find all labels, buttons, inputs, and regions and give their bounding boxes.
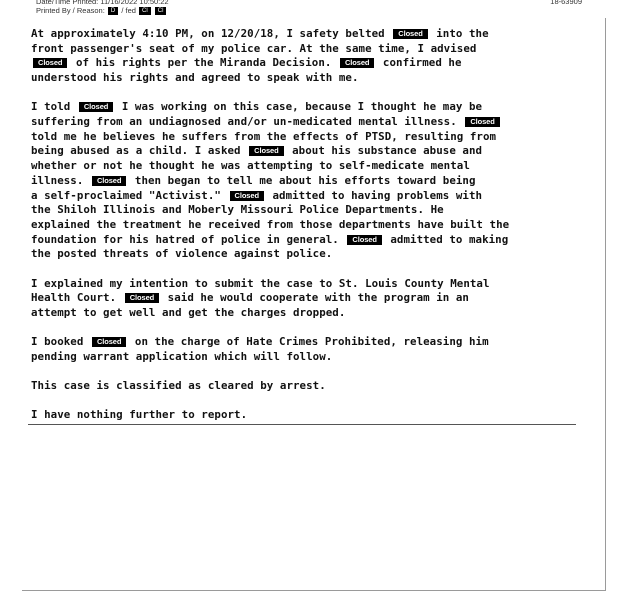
redaction-box: D — [108, 7, 118, 15]
narrative-line — [31, 100, 576, 115]
redaction-box: Closed — [249, 146, 283, 156]
narrative-line — [31, 203, 576, 218]
redaction-box: Closed — [465, 117, 499, 127]
narrative-text: of his rights per the Miranda Decision. — [69, 56, 338, 70]
narrative-line — [31, 56, 576, 71]
redaction-box: Closed — [79, 102, 113, 112]
end-rule — [28, 424, 576, 425]
narrative-line — [31, 159, 576, 174]
narrative-line — [31, 144, 576, 159]
narrative-text: Health Court. — [31, 291, 123, 305]
report-narrative — [31, 27, 576, 437]
narrative-line — [31, 379, 576, 394]
narrative-line — [31, 277, 576, 292]
redaction-box: Closed — [393, 29, 427, 39]
narrative-line — [31, 115, 576, 130]
narrative-text: I explained my intention to submit the case to St. Louis County Mental — [31, 276, 490, 290]
narrative-line — [31, 291, 576, 306]
case-number: 18-63909 — [550, 0, 582, 6]
narrative-text: into the — [429, 27, 489, 40]
narrative-line — [31, 42, 576, 57]
print-header — [36, 0, 169, 15]
narrative-text: the Shiloh Illinois and Moberly Missouri Police Departments. He — [31, 203, 444, 217]
narrative-line — [31, 335, 576, 350]
narrative-text: foundation for his hatred of police in general. — [31, 232, 346, 246]
redaction-box: Cl — [139, 7, 151, 15]
narrative-line — [31, 247, 576, 262]
narrative-paragraph — [31, 408, 576, 423]
narrative-text: admitted to making — [383, 232, 509, 246]
narrative-line — [31, 189, 576, 204]
fed-label: / fed — [121, 6, 136, 15]
narrative-text: I booked — [31, 335, 90, 349]
redaction-box: Closed — [92, 337, 126, 347]
narrative-text: I have nothing further to report. — [31, 408, 248, 422]
narrative-line — [31, 350, 576, 365]
redaction-box: Closed — [230, 191, 264, 201]
narrative-text: attempt to get well and get the charges dropped. — [31, 305, 346, 319]
narrative-line — [31, 408, 576, 423]
narrative-line — [31, 306, 576, 321]
narrative-line — [31, 27, 576, 42]
narrative-text: illness. — [31, 173, 90, 187]
narrative-paragraph — [31, 100, 576, 262]
narrative-text: on the charge of Hate Crimes Prohibited, releasing him — [128, 335, 489, 349]
narrative-paragraph — [31, 277, 576, 321]
narrative-text: admitted to having problems with — [265, 188, 483, 202]
narrative-line — [31, 130, 576, 145]
narrative-line — [31, 174, 576, 189]
redaction-box: Closed — [125, 293, 159, 303]
narrative-text: I told — [31, 100, 77, 114]
narrative-paragraph — [31, 335, 576, 364]
narrative-text: about his substance abuse and — [285, 144, 483, 158]
printed-by-label: Printed By / Reason: — [36, 6, 105, 15]
narrative-text: a self-proclaimed "Activist." — [31, 188, 228, 202]
redaction-box: Closed — [340, 58, 374, 68]
narrative-line — [31, 233, 576, 248]
narrative-line — [31, 71, 576, 86]
printed-datetime: Date/Time Printed: 11/16/2022 10:50:22 — [36, 0, 169, 6]
narrative-text: understood his rights and agreed to speak with me. — [31, 71, 359, 85]
redaction-box: Closed — [347, 235, 381, 245]
narrative-text: confirmed he — [376, 56, 462, 70]
narrative-text: explained the treatment he received from those departments have built the — [31, 217, 510, 231]
narrative-text: suffering from an undiagnosed and/or un-medicated mental illness. — [31, 115, 464, 129]
narrative-text: I was working on this case, because I thought he may be — [115, 100, 483, 114]
redaction-box: Closed — [33, 58, 67, 68]
narrative-text: being abused as a child. I asked — [31, 144, 248, 158]
redaction-box: Cl — [155, 7, 167, 15]
narrative-text: whether or not he thought he was attempting to self-medicate mental — [31, 159, 470, 173]
printed-by-row — [36, 6, 169, 15]
narrative-line — [31, 218, 576, 233]
narrative-text: the posted threats of violence against police. — [31, 247, 333, 261]
narrative-text: At approximately 4:10 PM, on 12/20/18, I safety belted — [31, 27, 392, 40]
narrative-paragraph — [31, 27, 576, 86]
narrative-text: pending warrant application which will follow. — [31, 349, 333, 363]
narrative-text: front passenger's seat of my police car. At the same time, I advised — [31, 41, 477, 55]
narrative-text: said he would cooperate with the program in an — [161, 291, 469, 305]
narrative-paragraph — [31, 379, 576, 394]
narrative-text: told me he believes he suffers from the effects of PTSD, resulting from — [31, 129, 497, 143]
narrative-text: This case is classified as cleared by arrest. — [31, 379, 326, 393]
narrative-text: then began to tell me about his efforts toward being — [128, 173, 476, 187]
redaction-box: Closed — [92, 176, 126, 186]
